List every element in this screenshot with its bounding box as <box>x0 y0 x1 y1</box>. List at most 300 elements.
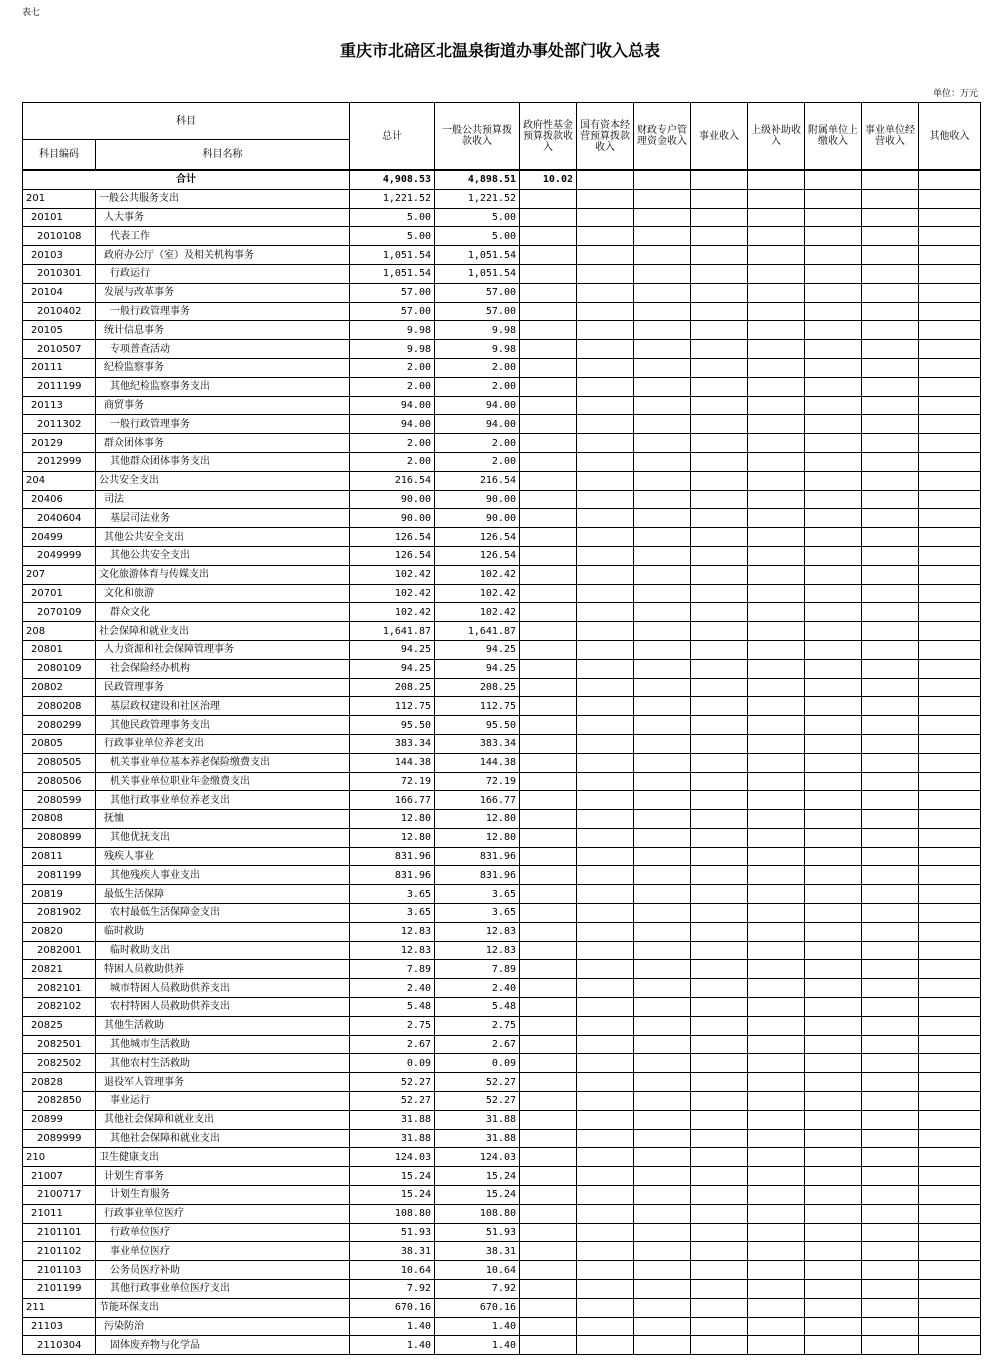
subject-name: 统计信息事务 <box>96 321 350 340</box>
empty-cell <box>634 1336 691 1355</box>
empty-cell <box>862 1280 919 1299</box>
empty-cell <box>748 622 805 641</box>
total-cell: 12.80 <box>350 828 435 847</box>
empty-cell <box>919 1167 981 1186</box>
empty-cell <box>919 434 981 453</box>
table-row <box>23 603 981 622</box>
empty-cell <box>862 471 919 490</box>
empty-cell <box>919 1035 981 1054</box>
empty-cell <box>691 264 748 283</box>
empty-cell <box>862 640 919 659</box>
general-budget-cell: 72.19 <box>435 772 520 791</box>
table-row <box>23 471 981 490</box>
empty-cell <box>748 998 805 1017</box>
empty-cell <box>691 396 748 415</box>
empty-cell <box>520 340 577 359</box>
general-budget-cell: 112.75 <box>435 697 520 716</box>
total-cell: 52.27 <box>350 1092 435 1111</box>
empty-cell <box>520 904 577 923</box>
empty-cell <box>577 885 634 904</box>
empty-cell <box>577 377 634 396</box>
empty-cell <box>634 791 691 810</box>
subject-code: 2010301 <box>23 264 96 283</box>
empty-cell <box>748 791 805 810</box>
empty-cell <box>577 922 634 941</box>
empty-cell <box>577 546 634 565</box>
empty-cell <box>862 622 919 641</box>
empty-cell <box>805 1129 862 1148</box>
general-budget-cell: 2.40 <box>435 979 520 998</box>
subject-code: 20828 <box>23 1073 96 1092</box>
table-row <box>23 509 981 528</box>
empty-cell <box>862 340 919 359</box>
empty-cell <box>919 734 981 753</box>
empty-cell <box>691 434 748 453</box>
empty-cell <box>805 528 862 547</box>
empty-cell <box>748 847 805 866</box>
general-budget-cell: 52.27 <box>435 1073 520 1092</box>
subject-code: 2010507 <box>23 340 96 359</box>
empty-cell <box>577 1242 634 1261</box>
empty-cell <box>862 227 919 246</box>
subject-name: 公共安全支出 <box>96 471 350 490</box>
total-cell: 831.96 <box>350 866 435 885</box>
subject-name: 司法 <box>96 490 350 509</box>
subject-code: 20104 <box>23 283 96 302</box>
total-cell: 72.19 <box>350 772 435 791</box>
empty-cell <box>862 1317 919 1336</box>
subject-code: 2080299 <box>23 716 96 735</box>
empty-cell <box>748 377 805 396</box>
general-budget-cell: 12.83 <box>435 941 520 960</box>
empty-cell <box>634 1035 691 1054</box>
empty-cell <box>634 1223 691 1242</box>
empty-cell <box>577 772 634 791</box>
empty-cell <box>919 452 981 471</box>
empty-cell <box>691 1186 748 1205</box>
empty-cell <box>862 283 919 302</box>
empty-cell <box>862 1016 919 1035</box>
empty-cell <box>577 979 634 998</box>
empty-cell <box>691 1092 748 1111</box>
table-row <box>23 584 981 603</box>
empty-cell <box>748 1186 805 1205</box>
total-cell: 57.00 <box>350 283 435 302</box>
empty-cell <box>748 1298 805 1317</box>
subject-code: 20801 <box>23 640 96 659</box>
total-cell: 102.42 <box>350 584 435 603</box>
empty-cell <box>520 1223 577 1242</box>
empty-cell <box>520 998 577 1017</box>
empty-cell <box>634 716 691 735</box>
empty-cell <box>919 1317 981 1336</box>
empty-cell <box>520 1092 577 1111</box>
subject-name: 其他城市生活救助 <box>96 1035 350 1054</box>
empty-cell <box>520 659 577 678</box>
table-row <box>23 283 981 302</box>
empty-cell <box>748 321 805 340</box>
empty-cell <box>805 302 862 321</box>
total-value <box>805 170 862 189</box>
empty-cell <box>862 358 919 377</box>
col-header-4: 财政专户管理资金收入 <box>634 103 691 171</box>
empty-cell <box>634 1280 691 1299</box>
empty-cell <box>919 960 981 979</box>
empty-cell <box>577 791 634 810</box>
table-row <box>23 697 981 716</box>
empty-cell <box>691 1298 748 1317</box>
table-row <box>23 227 981 246</box>
table-row <box>23 246 981 265</box>
empty-cell <box>520 509 577 528</box>
empty-cell <box>919 659 981 678</box>
empty-cell <box>577 321 634 340</box>
total-cell: 1,051.54 <box>350 264 435 283</box>
total-cell: 90.00 <box>350 490 435 509</box>
empty-cell <box>919 810 981 829</box>
subject-name: 一般行政管理事务 <box>96 415 350 434</box>
table-row <box>23 998 981 1017</box>
empty-cell <box>919 509 981 528</box>
table-row <box>23 1054 981 1073</box>
subject-name: 计划生育服务 <box>96 1186 350 1205</box>
total-cell: 216.54 <box>350 471 435 490</box>
total-cell: 2.40 <box>350 979 435 998</box>
empty-cell <box>748 866 805 885</box>
empty-cell <box>805 640 862 659</box>
empty-cell <box>748 1092 805 1111</box>
unit-label: 单位：万元 <box>932 89 978 99</box>
subject-code: 2082502 <box>23 1054 96 1073</box>
empty-cell <box>748 922 805 941</box>
empty-cell <box>748 603 805 622</box>
subject-code: 2011302 <box>23 415 96 434</box>
subject-code: 20825 <box>23 1016 96 1035</box>
total-cell: 15.24 <box>350 1167 435 1186</box>
subject-code: 20811 <box>23 847 96 866</box>
empty-cell <box>691 1317 748 1336</box>
empty-cell <box>691 246 748 265</box>
empty-cell <box>919 772 981 791</box>
empty-cell <box>520 490 577 509</box>
table-row <box>23 264 981 283</box>
empty-cell <box>919 1110 981 1129</box>
total-value <box>919 170 981 189</box>
empty-cell <box>862 1148 919 1167</box>
subject-name: 人大事务 <box>96 208 350 227</box>
empty-cell <box>691 847 748 866</box>
empty-cell <box>520 227 577 246</box>
general-budget-cell: 5.00 <box>435 208 520 227</box>
total-cell: 112.75 <box>350 697 435 716</box>
empty-cell <box>691 358 748 377</box>
table-row <box>23 490 981 509</box>
general-budget-cell: 670.16 <box>435 1298 520 1317</box>
subject-name: 卫生健康支出 <box>96 1148 350 1167</box>
subject-code: 20899 <box>23 1110 96 1129</box>
empty-cell <box>520 1129 577 1148</box>
empty-cell <box>748 246 805 265</box>
empty-cell <box>805 1280 862 1299</box>
subject-code: 2070109 <box>23 603 96 622</box>
empty-cell <box>805 753 862 772</box>
general-budget-cell: 126.54 <box>435 528 520 547</box>
general-budget-cell: 831.96 <box>435 847 520 866</box>
subject-code: 20701 <box>23 584 96 603</box>
empty-cell <box>862 1223 919 1242</box>
total-cell: 31.88 <box>350 1129 435 1148</box>
table-row <box>23 189 981 208</box>
subject-code: 20821 <box>23 960 96 979</box>
subject-name: 事业单位医疗 <box>96 1242 350 1261</box>
table-row <box>23 1242 981 1261</box>
empty-cell <box>520 734 577 753</box>
empty-cell <box>634 1186 691 1205</box>
empty-cell <box>520 1280 577 1299</box>
col-header-2: 政府性基金预算拨款收入 <box>520 103 577 171</box>
income-table <box>22 102 981 1355</box>
table-row <box>23 716 981 735</box>
empty-cell <box>919 584 981 603</box>
empty-cell <box>520 358 577 377</box>
empty-cell <box>691 1261 748 1280</box>
general-budget-cell: 0.09 <box>435 1054 520 1073</box>
empty-cell <box>862 734 919 753</box>
empty-cell <box>919 979 981 998</box>
subject-name: 机关事业单位职业年金缴费支出 <box>96 772 350 791</box>
empty-cell <box>805 434 862 453</box>
empty-cell <box>520 979 577 998</box>
empty-cell <box>805 584 862 603</box>
empty-cell <box>748 828 805 847</box>
table-row <box>23 1204 981 1223</box>
total-cell: 12.80 <box>350 810 435 829</box>
empty-cell <box>691 528 748 547</box>
table-row <box>23 1167 981 1186</box>
empty-cell <box>634 396 691 415</box>
empty-cell <box>862 697 919 716</box>
table-row <box>23 1336 981 1355</box>
code-header: 科目编码 <box>23 140 96 171</box>
table-row <box>23 565 981 584</box>
subject-name: 基层司法业务 <box>96 509 350 528</box>
empty-cell <box>520 1242 577 1261</box>
empty-cell <box>691 1204 748 1223</box>
empty-cell <box>862 546 919 565</box>
empty-cell <box>520 302 577 321</box>
empty-cell <box>748 471 805 490</box>
empty-cell <box>520 847 577 866</box>
empty-cell <box>520 1110 577 1129</box>
total-cell: 108.80 <box>350 1204 435 1223</box>
subject-name: 人力资源和社会保障管理事务 <box>96 640 350 659</box>
empty-cell <box>805 1298 862 1317</box>
empty-cell <box>577 509 634 528</box>
empty-cell <box>862 941 919 960</box>
empty-cell <box>919 283 981 302</box>
empty-cell <box>577 678 634 697</box>
empty-cell <box>748 1167 805 1186</box>
empty-cell <box>919 546 981 565</box>
empty-cell <box>919 622 981 641</box>
subject-name: 事业运行 <box>96 1092 350 1111</box>
empty-cell <box>520 960 577 979</box>
empty-cell <box>691 1054 748 1073</box>
empty-cell <box>577 434 634 453</box>
general-budget-cell: 31.88 <box>435 1110 520 1129</box>
empty-cell <box>748 1336 805 1355</box>
general-budget-cell: 1,051.54 <box>435 264 520 283</box>
total-cell: 95.50 <box>350 716 435 735</box>
subject-code: 20101 <box>23 208 96 227</box>
empty-cell <box>862 452 919 471</box>
subject-code: 21103 <box>23 1317 96 1336</box>
empty-cell <box>577 659 634 678</box>
subject-code: 2089999 <box>23 1129 96 1148</box>
empty-cell <box>862 1129 919 1148</box>
empty-cell <box>805 904 862 923</box>
empty-cell <box>577 396 634 415</box>
empty-cell <box>577 1092 634 1111</box>
empty-cell <box>748 716 805 735</box>
page-title: 重庆市北碚区北温泉街道办事处部门收入总表 <box>339 41 660 60</box>
empty-cell <box>862 415 919 434</box>
empty-cell <box>748 960 805 979</box>
subject-code: 21007 <box>23 1167 96 1186</box>
empty-cell <box>919 1298 981 1317</box>
empty-cell <box>919 678 981 697</box>
subject-name: 纪检监察事务 <box>96 358 350 377</box>
empty-cell <box>634 960 691 979</box>
empty-cell <box>577 471 634 490</box>
empty-cell <box>748 1204 805 1223</box>
empty-cell <box>748 227 805 246</box>
empty-cell <box>691 283 748 302</box>
subject-name: 商贸事务 <box>96 396 350 415</box>
table-row <box>23 396 981 415</box>
empty-cell <box>805 340 862 359</box>
empty-cell <box>634 1242 691 1261</box>
subject-name: 其他社会保障和就业支出 <box>96 1110 350 1129</box>
empty-cell <box>691 1073 748 1092</box>
empty-cell <box>748 565 805 584</box>
empty-cell <box>520 866 577 885</box>
subject-code: 2101101 <box>23 1223 96 1242</box>
total-cell: 102.42 <box>350 565 435 584</box>
empty-cell <box>919 603 981 622</box>
subject-name: 最低生活保障 <box>96 885 350 904</box>
empty-cell <box>805 979 862 998</box>
empty-cell <box>748 659 805 678</box>
empty-cell <box>748 528 805 547</box>
empty-cell <box>919 716 981 735</box>
empty-cell <box>520 1035 577 1054</box>
subject-name: 一般公共服务支出 <box>96 189 350 208</box>
table-row <box>23 340 981 359</box>
table-row <box>23 377 981 396</box>
general-budget-cell: 9.98 <box>435 340 520 359</box>
empty-cell <box>520 1317 577 1336</box>
empty-cell <box>748 1261 805 1280</box>
empty-cell <box>691 415 748 434</box>
subject-name: 其他优抚支出 <box>96 828 350 847</box>
total-cell: 2.00 <box>350 452 435 471</box>
table-row <box>23 960 981 979</box>
subject-code: 2101199 <box>23 1280 96 1299</box>
empty-cell <box>520 1261 577 1280</box>
col-header-9: 其他收入 <box>919 103 981 171</box>
empty-cell <box>862 1110 919 1129</box>
empty-cell <box>919 1054 981 1073</box>
empty-cell <box>577 622 634 641</box>
general-budget-cell: 102.42 <box>435 584 520 603</box>
empty-cell <box>634 640 691 659</box>
subject-name: 群众文化 <box>96 603 350 622</box>
empty-cell <box>919 1092 981 1111</box>
subject-name: 其他民政管理事务支出 <box>96 716 350 735</box>
subject-code: 2082850 <box>23 1092 96 1111</box>
total-cell: 383.34 <box>350 734 435 753</box>
empty-cell <box>862 490 919 509</box>
empty-cell <box>520 753 577 772</box>
empty-cell <box>634 1298 691 1317</box>
empty-cell <box>919 377 981 396</box>
empty-cell <box>805 847 862 866</box>
empty-cell <box>577 490 634 509</box>
subject-code: 2101103 <box>23 1261 96 1280</box>
subject-code: 20802 <box>23 678 96 697</box>
empty-cell <box>634 340 691 359</box>
table-row <box>23 678 981 697</box>
empty-cell <box>577 283 634 302</box>
empty-cell <box>634 603 691 622</box>
table-row <box>23 734 981 753</box>
subject-name: 农村特困人员救助供养支出 <box>96 998 350 1017</box>
empty-cell <box>862 321 919 340</box>
empty-cell <box>520 565 577 584</box>
total-cell: 2.00 <box>350 377 435 396</box>
empty-cell <box>691 716 748 735</box>
empty-cell <box>748 490 805 509</box>
total-cell: 1,051.54 <box>350 246 435 265</box>
empty-cell <box>919 1148 981 1167</box>
empty-cell <box>919 828 981 847</box>
empty-cell <box>634 1092 691 1111</box>
empty-cell <box>634 1148 691 1167</box>
empty-cell <box>577 302 634 321</box>
subject-name: 残疾人事业 <box>96 847 350 866</box>
total-value: 4,908.53 <box>350 170 435 189</box>
table-row <box>23 546 981 565</box>
subject-code: 208 <box>23 622 96 641</box>
empty-cell <box>577 753 634 772</box>
table-row <box>23 1035 981 1054</box>
subject-name: 发展与改革事务 <box>96 283 350 302</box>
table-row <box>23 528 981 547</box>
empty-cell <box>691 979 748 998</box>
total-cell: 94.00 <box>350 415 435 434</box>
total-row <box>23 170 981 189</box>
empty-cell <box>748 396 805 415</box>
empty-cell <box>634 434 691 453</box>
empty-cell <box>862 828 919 847</box>
subject-name: 代表工作 <box>96 227 350 246</box>
general-budget-cell: 1.40 <box>435 1317 520 1336</box>
subject-name: 其他纪检监察事务支出 <box>96 377 350 396</box>
subject-name: 行政单位医疗 <box>96 1223 350 1242</box>
total-value <box>862 170 919 189</box>
empty-cell <box>520 1336 577 1355</box>
